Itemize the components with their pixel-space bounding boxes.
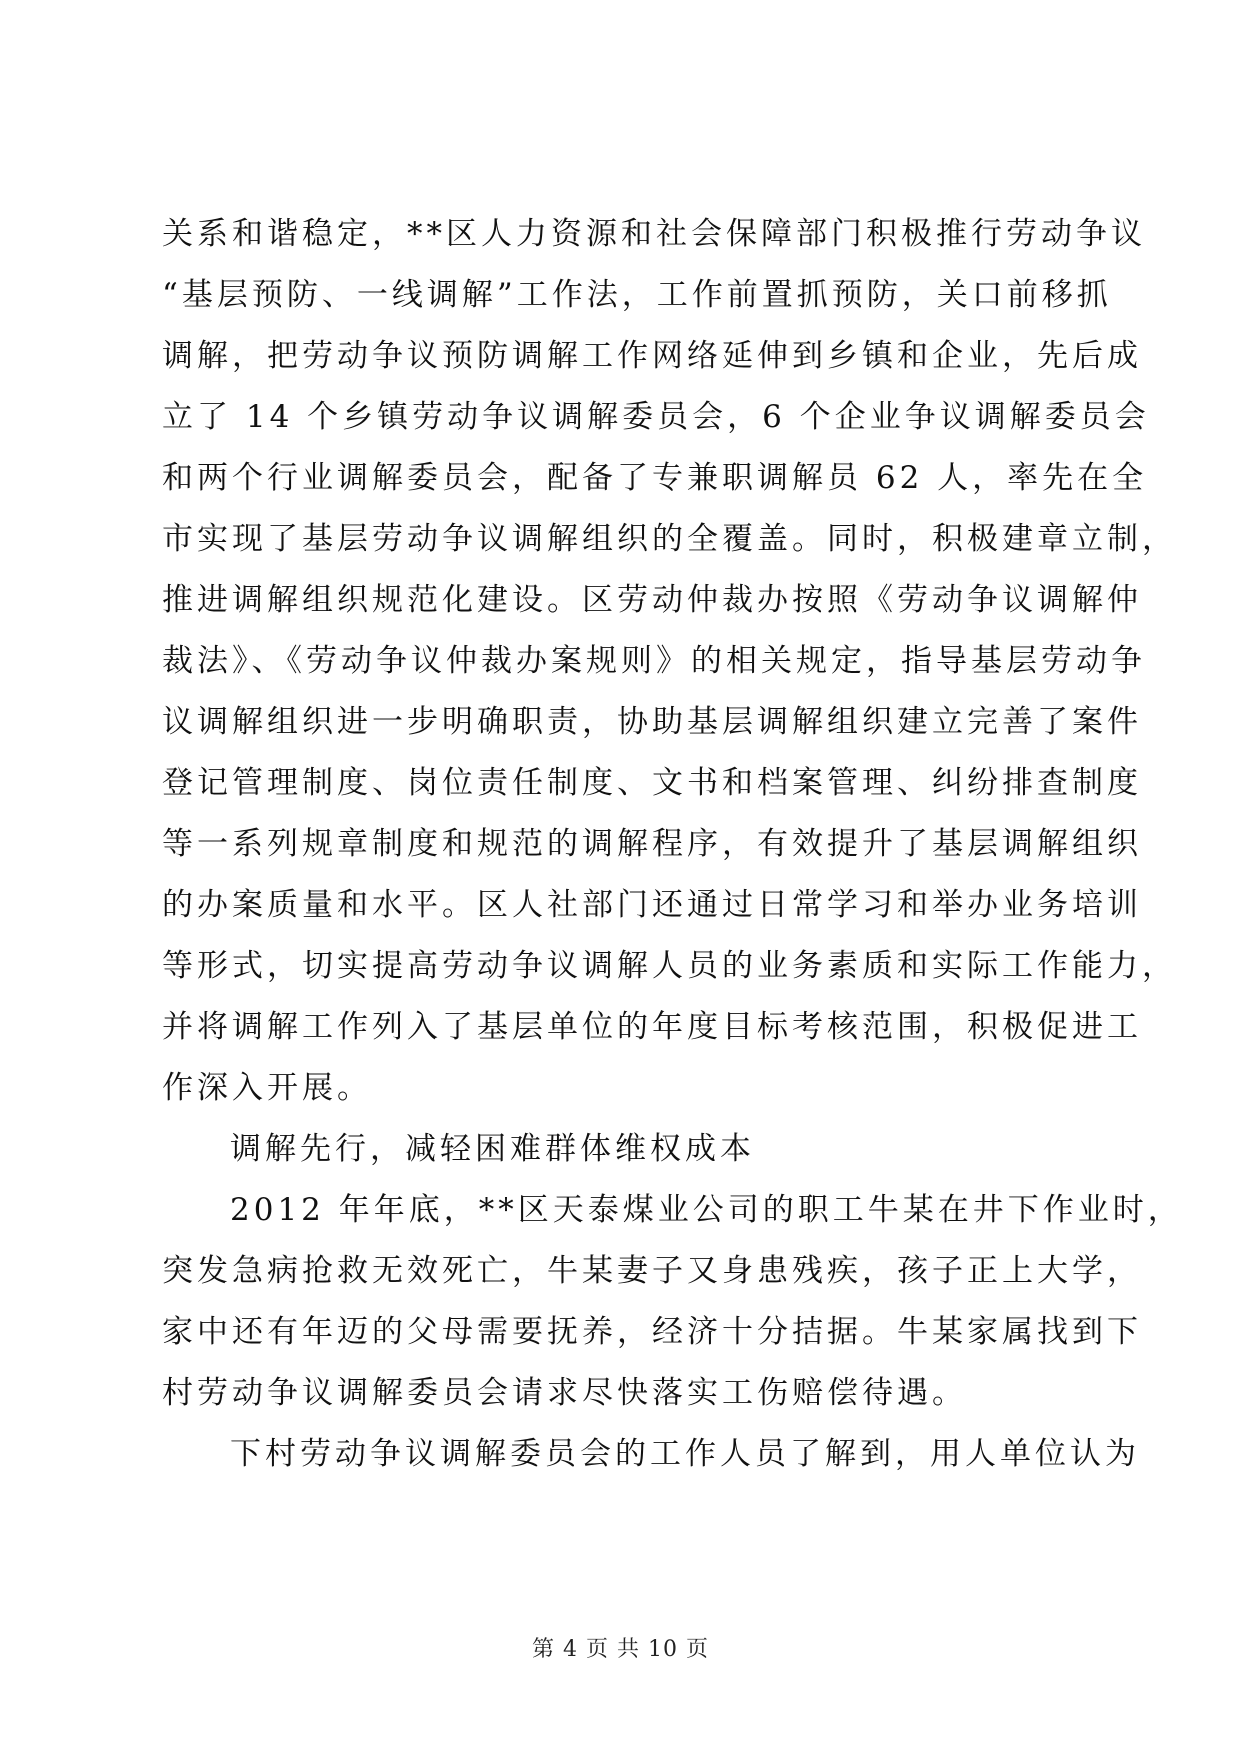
body-line: 突发急病抢救无效死亡，牛某妻子又身患残疾，孩子正上大学， (162, 1253, 1142, 1289)
body-line: 议调解组织进一步明确职责，协助基层调解组织建立完善了案件 (162, 704, 1142, 740)
body-line: 调解，把劳动争议预防调解工作网络延伸到乡镇和企业，先后成 (162, 338, 1142, 374)
body-line: 裁法》、《劳动争议仲裁办案规则》的相关规定，指导基层劳动争 (162, 643, 1146, 679)
body-line: 家中还有年迈的父母需要抚养，经济十分拮据。牛某家属找到下 (162, 1314, 1142, 1350)
body-line: 并将调解工作列入了基层单位的年度目标考核范围，积极促进工 (162, 1009, 1142, 1045)
body-line: 市实现了基层劳动争议调解组织的全覆盖。同时，积极建章立制， (162, 521, 1177, 557)
body-line: 村劳动争议调解委员会请求尽快落实工伤赔偿待遇。 (162, 1375, 967, 1411)
body-line: 2012 年年底，**区天泰煤业公司的职工牛某在井下作业时， (230, 1192, 1183, 1228)
body-line: 推进调解组织规范化建设。区劳动仲裁办按照《劳动争议调解仲 (162, 582, 1142, 618)
body-line: 等一系列规章制度和规范的调解程序，有效提升了基层调解组织 (162, 826, 1142, 862)
page-number-footer: 第 4 页 共 10 页 (532, 1637, 709, 1662)
body-line: 作深入开展。 (162, 1070, 372, 1106)
body-line: 立了 14 个乡镇劳动争议调解委员会，6 个企业争议调解委员会 (162, 399, 1150, 435)
body-line: 的办案质量和水平。区人社部门还通过日常学习和举办业务培训 (162, 887, 1142, 923)
body-line: 关系和谐稳定，**区人力资源和社会保障部门积极推行劳动争议 (162, 216, 1146, 252)
body-line: 登记管理制度、岗位责任制度、文书和档案管理、纠纷排查制度 (162, 765, 1142, 801)
body-line: 下村劳动争议调解委员会的工作人员了解到，用人单位认为 (230, 1436, 1140, 1472)
body-line: 和两个行业调解委员会，配备了专兼职调解员 62 人，率先在全 (162, 460, 1148, 496)
section-heading: 调解先行，减轻困难群体维权成本 (230, 1131, 755, 1167)
body-line: “基层预防、一线调解”工作法，工作前置抓预防，关口前移抓 (162, 277, 1112, 313)
body-line: 等形式，切实提高劳动争议调解人员的业务素质和实际工作能力， (162, 948, 1177, 984)
document-body (162, 204, 1183, 1485)
